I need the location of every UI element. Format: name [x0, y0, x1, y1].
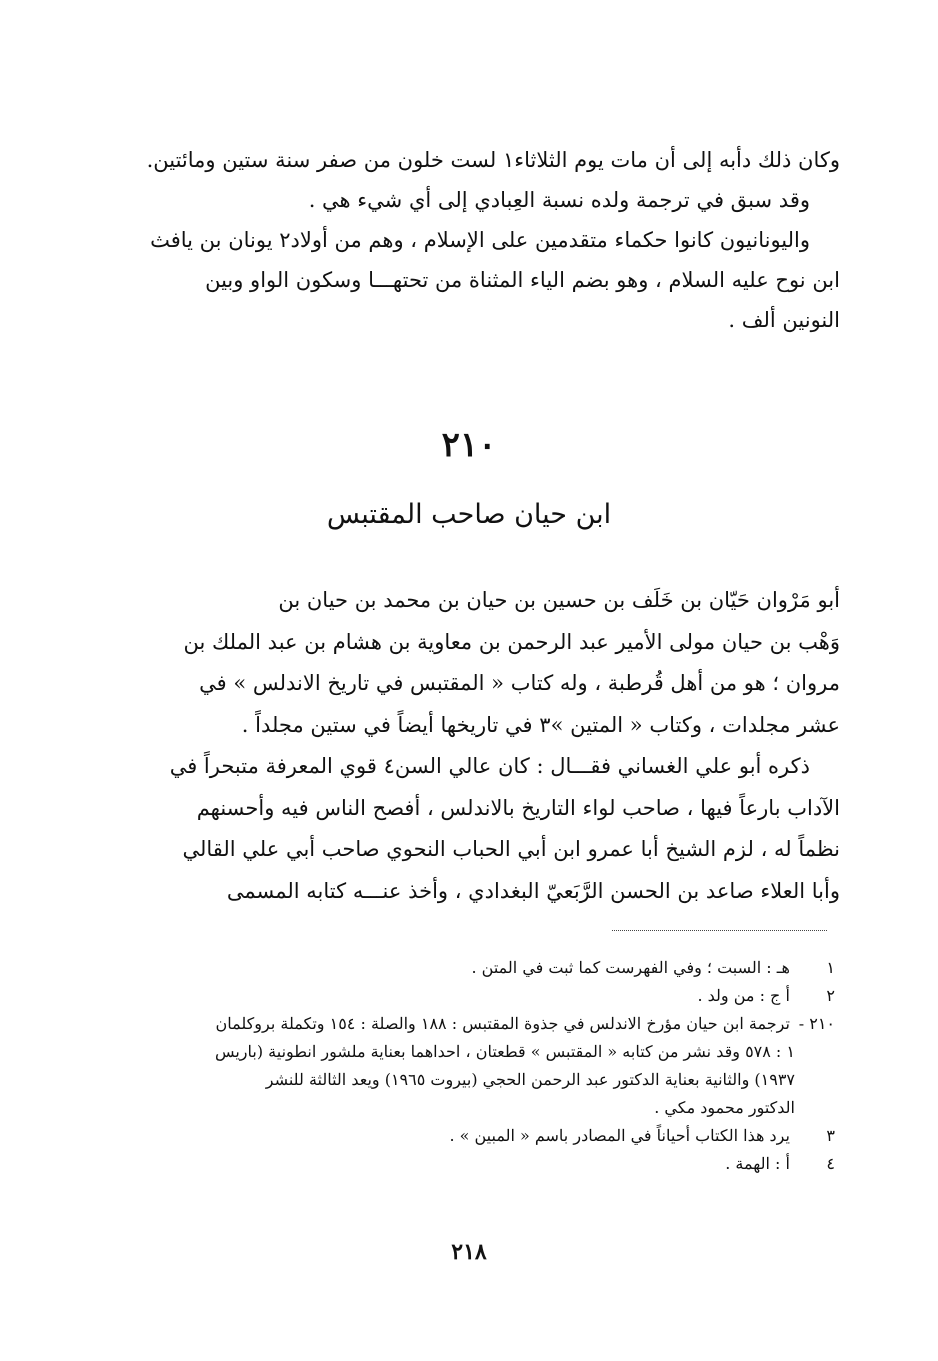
text-line: الآداب بارعاً فيها ، صاحب لواء التاريخ بالاندلس ، أفصح الناس فيه وأحسنهم	[196, 795, 840, 820]
footnote-key: ٢١٠ -	[798, 1014, 835, 1033]
text-line: وَهْب بن حيان مولى الأمير عبد الرحمن بن معاوية بن هشام بن عبد الملك بن	[183, 629, 840, 654]
footnote-text: هـ : السبت ؛ وفي الفهرست كما ثبت في المتن .	[471, 958, 790, 977]
footnote	[130, 1150, 835, 1178]
footnote-text: ترجمة ابن حيان مؤرخ الاندلس في جذوة المقتبس : ١٨٨ والصلة : ١٥٤ وتكملة بروكلمان	[215, 1014, 790, 1033]
footnote-text: أ ج : من ولد .	[697, 986, 790, 1005]
footnote-divider	[612, 930, 827, 931]
text-line: النونين ألف .	[728, 308, 840, 332]
footnote-text: يرد هذا الكتاب أحياناً في المصادر باسم « المبين » .	[449, 1126, 790, 1145]
footnote	[130, 1122, 835, 1150]
top-paragraph	[130, 140, 840, 340]
footnote-continuation	[130, 1094, 835, 1122]
entry-title: ابن حيان صاحب المقتبس	[326, 499, 612, 530]
text-line: وقد سبق في ترجمة ولده نسبة العِبادي إلى أي شيء هي .	[308, 188, 810, 212]
biography-paragraph	[130, 580, 840, 912]
footnote-text: ١٩٣٧) والثانية بعناية الدكتور عبد الرحمن الحجي (بيروت ١٩٦٥) ويعد الثالثة للنشر	[265, 1070, 795, 1089]
text-line: ذكره أبو علي الغساني فقـــال : كان عالي السن٤ قوي المعرفة متبحراً في	[169, 754, 810, 778]
text-line: ابن نوح عليه السلام ، وهو بضم الياء المثناة من تحتهـــا وسكون الواو وبين	[205, 268, 840, 292]
entry-number: ٢١٠	[441, 425, 497, 465]
footnote	[130, 982, 835, 1010]
footnote-key: ٣	[826, 1126, 835, 1145]
footnote-text: الدكتور محمود مكي .	[654, 1098, 795, 1117]
text-line: مروان ؛ هو من أهل قُرطبة ، وله كتاب « المقتبس في تاريخ الاندلس » في	[199, 671, 840, 695]
footnote-text: ١ : ٥٧٨ وقد نشر من كتابه « المقتبس » قطعتان ، احداهما بعناية ملشور انطونية (باريس	[214, 1042, 795, 1061]
footnote-key: ٤	[826, 1154, 835, 1173]
text-line: وأبا العلاء صاعد بن الحسن الرَّبَعيّ البغدادي ، وأخذ عنـــه كتابه المسمى	[226, 878, 840, 903]
footnote	[130, 954, 835, 982]
text-line: وكان ذلك دأبه إلى أن مات يوم الثلاثاء١ لست خلون من صفر سنة ستين ومائتين.	[146, 148, 840, 172]
text-line: واليونانيون كانوا حكماء متقدمين على الإسلام ، وهم من أولاد٢ يونان بن يافث	[150, 228, 810, 252]
text-line: نظماً له ، لزم الشيخ أبا عمرو ابن أبي الحباب النحوي صاحب أبي علي القالي	[182, 837, 840, 861]
text-line: أبو مَرْوان حَيّان بن خَلَف بن حسين بن حيان بن محمد بن حيان بن	[278, 588, 840, 612]
footnote-continuation	[130, 1038, 835, 1066]
footnotes	[130, 954, 835, 1178]
footnote-text: أ : الهمة .	[725, 1154, 790, 1173]
footnote	[130, 1010, 835, 1038]
text-line: عشر مجلدات ، وكتاب « المتين »٣ في تاريخها أيضاً في ستين مجلداً .	[241, 712, 840, 737]
page-number: ٢١٨	[451, 1239, 487, 1265]
footnote-continuation	[130, 1066, 835, 1094]
footnote-key: ١	[826, 958, 835, 977]
footnote-key: ٢	[826, 986, 835, 1005]
